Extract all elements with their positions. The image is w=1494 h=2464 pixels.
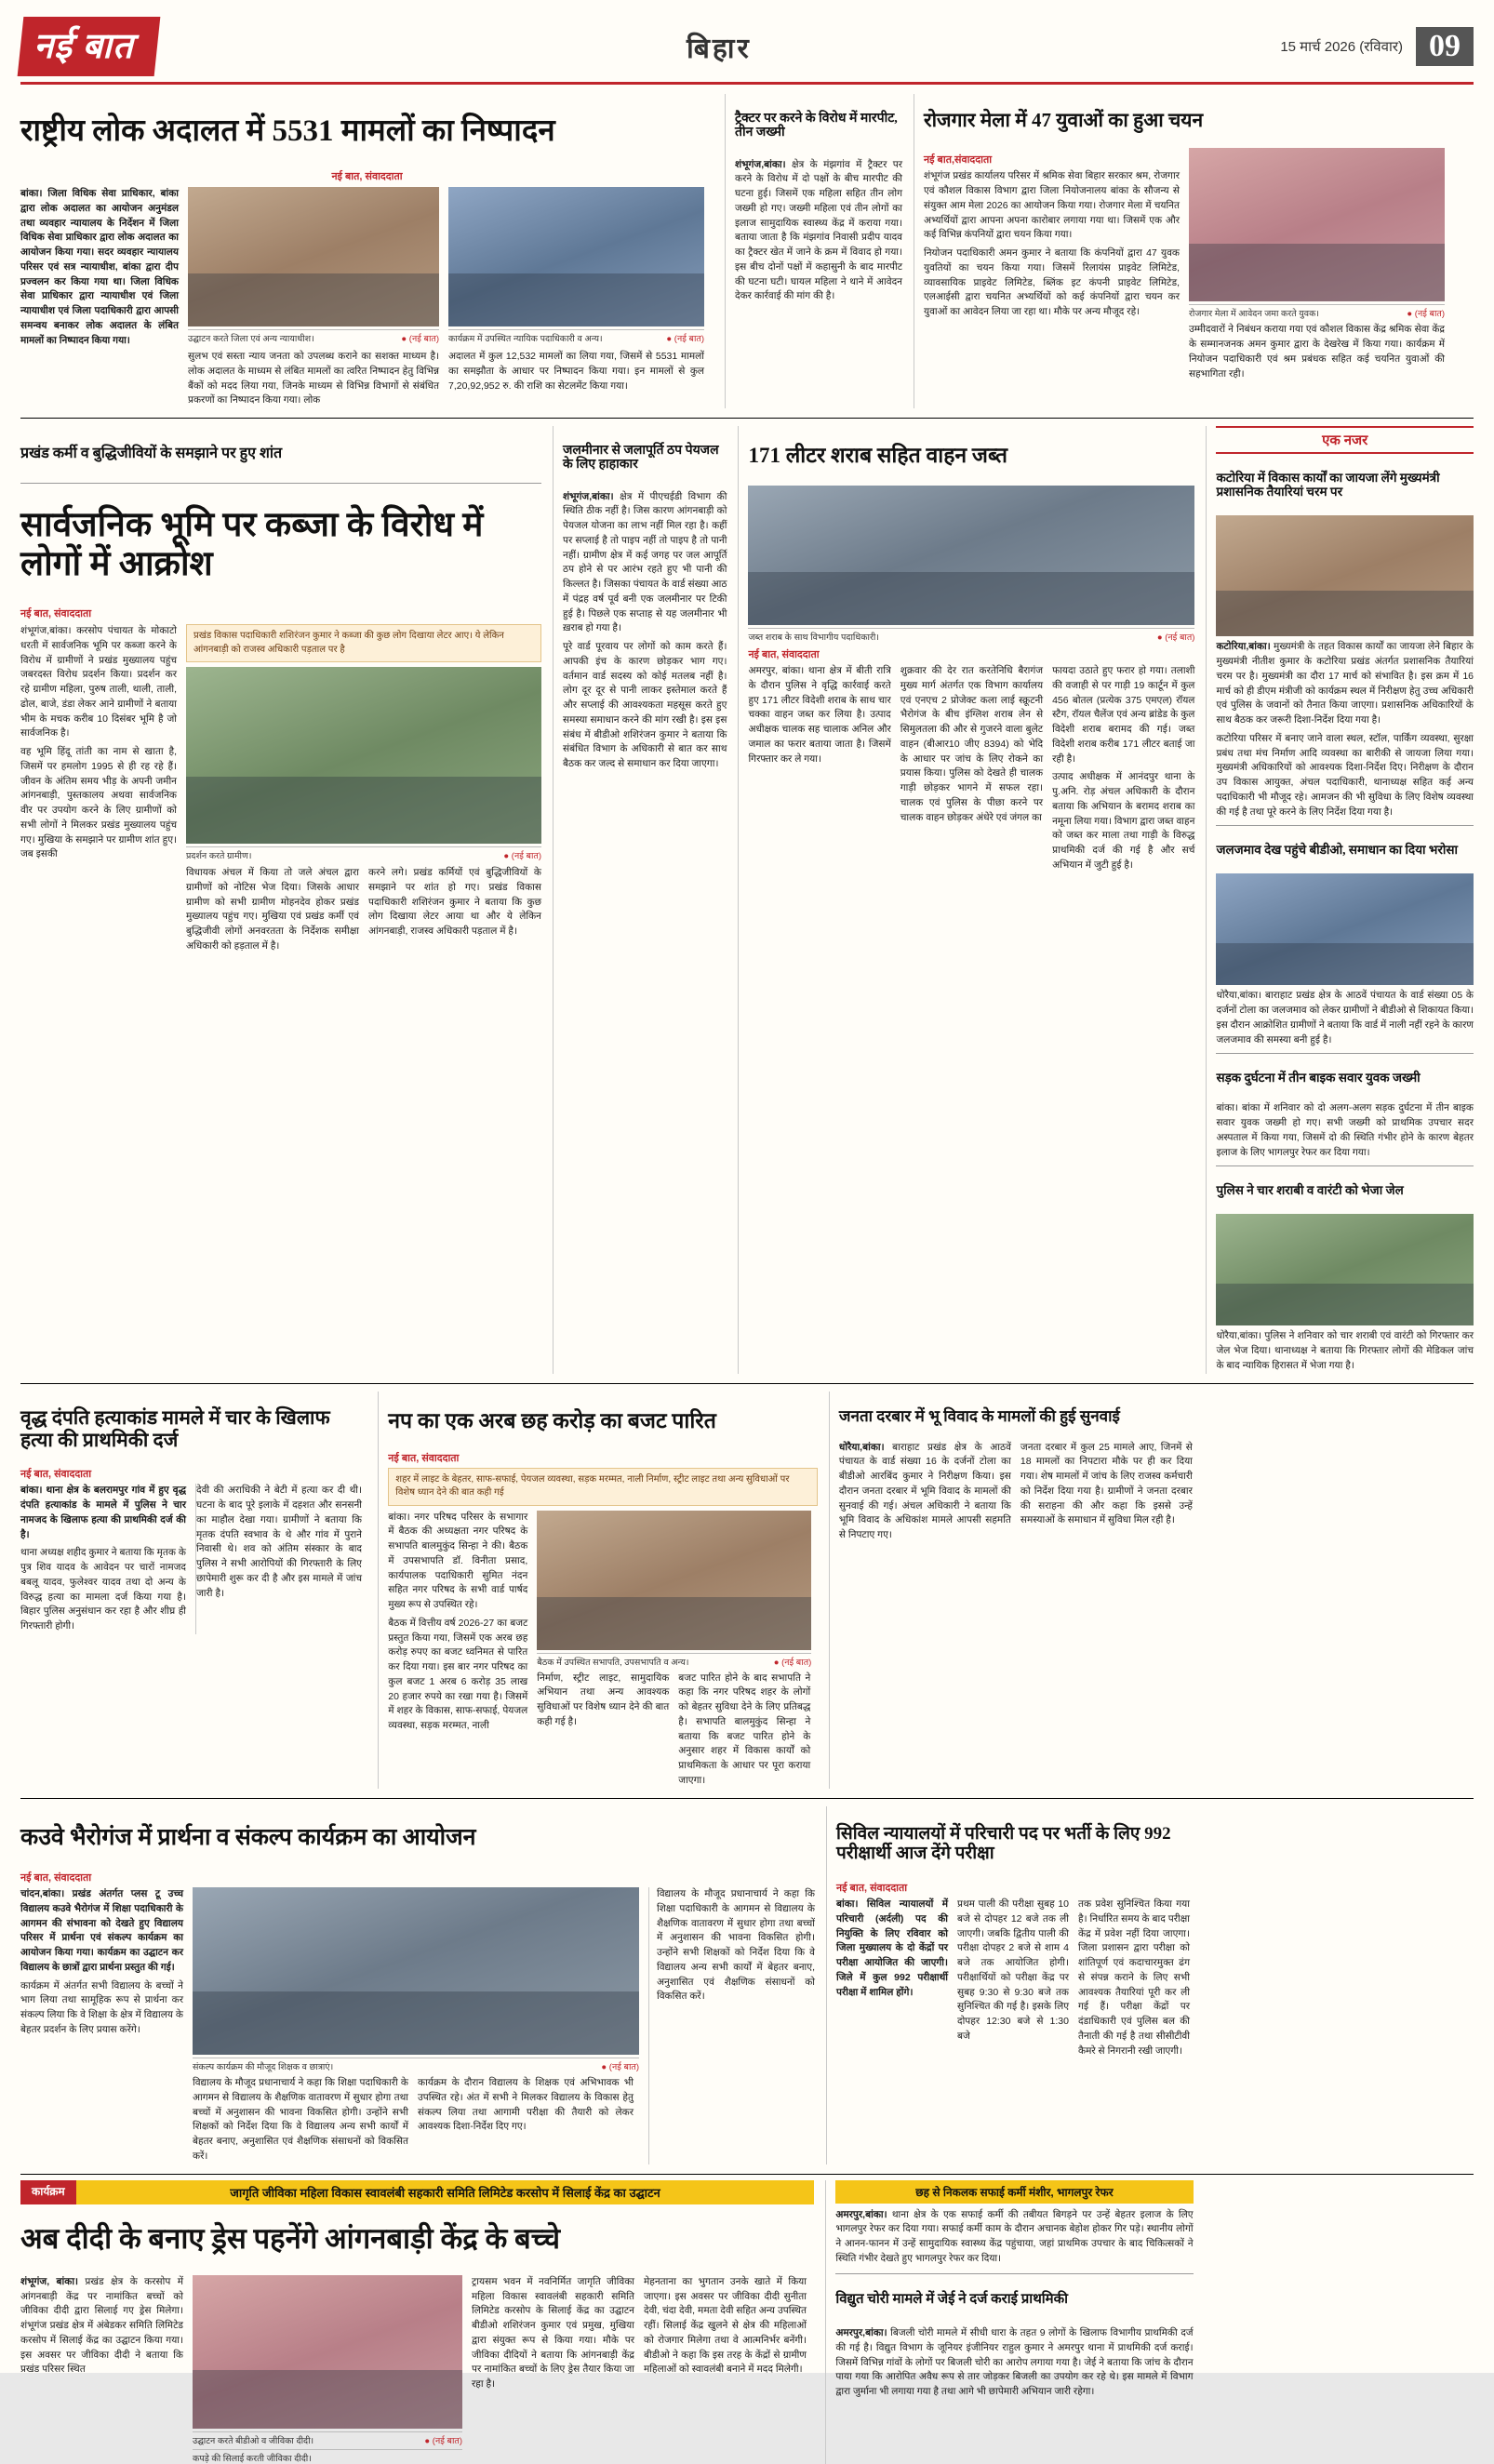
budget-byline: नई बात, संवाददाता	[388, 1452, 460, 1464]
anganbadi-dateline: शंभूगंज, बांका।	[20, 2275, 79, 2287]
civil-headline: सिविल न्यायालयों में परिचारी पद पर भर्ती के लिए 992 परीक्षार्थी आज देंगे परीक्षा	[836, 1823, 1171, 1863]
civil-byline: नई बात, संवाददाता	[836, 1883, 908, 1895]
jalminar-story	[553, 426, 727, 1373]
nazar-photo-1	[1216, 515, 1474, 636]
sharab-para-4: उत्पाद अधीक्षक में आनंदपुर थाना के पु.अनि. रोड़ अंचल अधिकारी के दौरान बताया कि अभियान के बरामद शराब का नमूना लिया गया। विभाग द्वारा जब्त वाहन को जब्त कर माला तथा गाड़ी के विरुद्ध प्राथमिकी दर्ज की गई है और सर्च अभियान में जुटी हुई है।	[1052, 771, 1195, 871]
ek-nazar-header: एक नजर	[1216, 426, 1474, 454]
budget-photo	[537, 1511, 811, 1650]
photo-credit: ● (नई बात)	[401, 334, 439, 345]
bottom-section	[20, 2180, 1474, 2464]
lead-caption-2: कार्यक्रम में उपस्थित न्यायिक पदाधिकारी व अन्य।	[448, 334, 603, 345]
program-label: कार्यक्रम	[20, 2180, 76, 2204]
top-section	[20, 94, 1474, 408]
sharab-photo	[748, 486, 1194, 625]
lead-story	[20, 94, 714, 408]
ek-nazar-column	[1206, 426, 1474, 1373]
janta-para-2: जनता दरबार में कुल 25 मामले आए, जिनमें से 18 मामलों का निपटारा मौके पर ही कर दिया गया। शेष मामलों में जांच के लिए राजस्व कर्मचारी को निर्देश दिया गया है। ग्रामीणों ने जनता दरबार की सराहना की और कहा कि इससे उन्हें समस्याओं के समाधान में सुविधा मिल रही है।	[1020, 1441, 1193, 1526]
rojgar-para-2: नियोजन पदाधिकारी अमन कुमार ने बताया कि कंपनियों द्वारा 47 युवक युवतियों का चयन किया गया। जिसमें रिलायंस प्राइवेट लिमिटेड, व्यावसायिक प्राइवेट लिमिटेड, ब्लिंक इट कंपनी प्राइवेट लिमिटेड, एलआईसी द्वारा चयनित अभ्यर्थियों को कई कंपनियों द्वारा चयन कर युवाओं का आवेदन लिया जा रहा था। मौके पर अन्य मौजूद रहे।	[924, 247, 1180, 318]
sharab-story	[738, 426, 1194, 1373]
nazar-dateline: कटोरिया,बांका।	[1216, 641, 1271, 653]
rojgar-byline: नई बात,संवाददाता	[924, 154, 993, 166]
kauvi-para-5: विद्यालय के मौजूद प्रधानाचार्य ने कहा कि शिक्षा पदाधिकारी के आगमन से विद्यालय के शैक्षणिक वातावरण में सुधार होगा तथा बच्चों में अनुशासन की भावना विकसित होगी। उन्होंने सभी शिक्षकों को निर्देश दिया कि वे विद्यालय अन्य सभी कार्यों में बेहतर बनाए, अनुशासित एवं शैक्षणिक संसाधनों को विकसित करें।	[657, 1888, 815, 2003]
kabza-headline: सार्वजनिक भूमि पर कब्जा के विरोध में लोगों में आक्रोश	[20, 506, 484, 583]
kauvi-para-3: विद्यालय के मौजूद प्रधानाचार्य ने कहा कि शिक्षा पदाधिकारी के आगमन से विद्यालय के शैक्षणिक वातावरण में सुधार होगा तथा बच्चों में अनुशासन की भावना विकसित होगी। उन्होंने सभी शिक्षकों को निर्देश दिया कि वे विद्यालय अन्य सभी कार्यों में बेहतर बनाए, अनुशासित एवं शैक्षणिक संसाधनों को विकसित करें।	[193, 2077, 408, 2162]
janta-para-1: बाराहाट प्रखंड क्षेत्र के आठवें पंचायत के वार्ड संख्या 16 के दर्जनों टोला का बीडीओ आरबिंद कुमार ने निरीक्षण किया। इस दौरान जनता दरबार में भूमि विवाद के मामलों की सुनवाई की गई। अंचल अधिकारी ने बताया कि भूमि विवाद के अधिकांश मामले आपसी सहमति से निपटाए गए।	[838, 1441, 1011, 1541]
kabza-para-3: विधायक अंचल में किया तो जले अंचल द्वारा ग्रामीणों को नोटिस भेज दिया। जिसके आधार ग्रामीण को सभी ग्रामीण मोहनदेव होकर प्रखंड मुख्यालय पहुंच गए। मुखिया एवं प्रखंड कर्मी एवं बुद्धिजीवी लोगों अनवरतता के निर्देशक समीक्षा अधिकारी को हड़ताल में है।	[186, 867, 359, 952]
jalminar-para-2: पूरे वार्ड पूरवाय पर लोगों को काम करते हैं। आपकी इंच के कारण छोड़कर भाग गए। वर्तमान वार्ड सदस्य को कोई मतलब नहीं है। लोग दूर दूर से पानी लाकर इस्तेमाल करते हैं और सप्लाई की आवश्यकता महसूस करते हुए समस्या समाधान करने की मांग रखी है। इस इस संबंध में बीडीओ शशिरंजन कुमार ने बताया कि संबंधित विभाग के अधिकारी से बात कर साथ बैठक कर जल्द से समाधान कर दिया जाएगा।	[563, 641, 727, 770]
kabza-caption: प्रदर्शन करते ग्रामीण।	[186, 851, 252, 862]
newspaper-logo: नई बात	[18, 17, 161, 76]
kabza-para-4: करने लगे। प्रखंड कर्मियों एवं बुद्धिजीवियों के समझाने पर शांत हो गए। प्रखंड विकास पदाधिकारी शशिरंजन कुमार ने बताया कि कुछ लोग दिखाया लेटर आया था और ये लेकिन आंगनबाड़ी, राजस्व अधिकारी पड़ताल में है।	[368, 867, 541, 938]
safai-dateline: अमरपुर,बांका।	[835, 2208, 887, 2220]
lead-photo-1	[188, 187, 439, 326]
photo-credit: ● (नई बात)	[601, 2062, 639, 2072]
nazar-headline-2: जलजमाव देख पहुंचे बीडीओ, समाधान का दिया भरोसा	[1216, 843, 1459, 858]
janta-dateline: धोरैया,बांका।	[838, 1441, 885, 1453]
photo-credit: ● (नई बात)	[1156, 633, 1195, 644]
kauvi-dateline: चांदन,बांका। प्रखंड अंतर्गत प्लस टू उच्च विद्यालय कउवे भैरोगंज में शिक्षा पदाधिकारी के आगमन की संभावना को देखते हुए विद्यालय परिसर में प्रार्थना एवं संकल्प कार्यक्रम का आयोजन किया गया। कार्यक्रम का उद्घाटन कर विद्यालय के छात्रों द्वारा प्रार्थना प्रस्तुत की गई।	[20, 1888, 183, 1973]
vriddh-story	[20, 1392, 367, 1789]
kauvi-photo	[193, 1887, 639, 2055]
sharab-byline: नई बात, संवाददाता	[748, 649, 820, 661]
budget-para-2: बैठक में वित्तीय वर्ष 2026-27 का बजट प्रस्तुत किया गया, जिसमें एक अरब छह करोड़ रुपए का बजट ध्वनिमत से पारित कर दिया गया। इस बार नगर परिषद का कुल बजट 1 अरब 6 करोड़ 35 लाख 20 हजार रुपये का रखा गया है। जिसमें में शहर के विकास, साफ-सफाई, पेयजल व्यवस्था, सड़क मरम्मत, नाली	[388, 1617, 528, 1731]
budget-headline: नप का एक अरब छह करोड़ का बजट पारित	[388, 1408, 716, 1432]
nazar-para-4: बांका। बांका में शनिवार को दो अलग-अलग सड़क दुर्घटना में तीन बाइक सवार युवक जख्मी हो गए। सभी जख्मी को प्राथमिक उपचार सदर अस्पताल में किया गया, जिसमें दो की स्थिति गंभीर होने के कारण बेहतर इलाज के लिए भागलपुर रेफर कर दिया गया।	[1216, 1102, 1474, 1158]
anganbadi-photo	[193, 2275, 462, 2429]
jalminar-headline: जलमीनार से जलापूर्ति ठप पेयजल के लिए हाहाकार	[563, 443, 719, 473]
civil-story	[826, 1806, 1194, 2164]
vidyut-headline: विद्युत चोरी मामले में जेई ने दर्ज कराई प्राथमिकी	[835, 2292, 1069, 2308]
rojgar-story	[914, 94, 1454, 408]
lead-para-3: अदालत में कुल 12,532 मामलों का लिया गया, जिसमें से 5531 मामलों का समझौता के आधार पर निष्पादन किया गया। इन मामलों से कुल 7,20,92,952 रु. की राशि का सेटलमेंट किया गया।	[448, 351, 704, 392]
dateline: बांका। जिला विधिक सेवा प्राधिकार, बांका द्वारा लोक अदालत का आयोजन अनुमंडल तथा व्यवहार न्यायालय के निर्देशन में जिला विधिक सेवा प्राधिकार द्वारा लोक अदालत का आयोजन किया गया। सदर व्यवहार न्यायालय परिसर एवं सत्र न्यायाधीश, बांका द्वारा दीप प्रज्वलन कर किया गया था। जिला विधिक सेवा प्राधिकार द्वारा न्यायाधीश एवं जिला न्यायाधीश एवं जिला पदाधिकारी द्वारा आपसी समन्वय बनाकर लोक अदालत के लंबित मामलों का निष्पादन किया गया।	[20, 188, 179, 346]
civil-dateline: बांका। सिविल न्यायालयों में परिचारी (अर्दली) पद की नियुक्ति के लिए रविवार को जिला मुख्यालय के दो केंद्रों पर परीक्षा आयोजित की जाएगी। जिले में कुल 992 परीक्षार्थी परीक्षा में शामिल होंगे।	[836, 1898, 948, 1998]
photo-credit: ● (नई बात)	[773, 1657, 812, 1668]
kabza-byline: नई बात, संवाददाता	[20, 608, 92, 620]
fourth-section	[20, 1806, 1474, 2164]
tractor-story	[725, 94, 902, 408]
anganbadi-story	[20, 2180, 814, 2464]
anganbadi-para-4: मेहनताना का भुगतान उनके खाते में किया जाएगा। इस अवसर पर जीविका दीदी सुनीता देवी, चंदा देवी, ममता देवी सहित अन्य उपस्थित रहीं। सिलाई केंद्र खुलने से क्षेत्र की महिलाओं को रोजगार मिलेगा तथा वे आत्मनिर्भर बनेंगी। बीडीओ ने कहा कि इस तरह के केंद्रों से ग्रामीण महिलाओं को स्वावलंबी बनाने में मदद मिलेगी।	[644, 2275, 807, 2376]
kauvi-headline: कउवे भैरोगंज में प्रार्थना व संकल्प कार्यक्रम का आयोजन	[20, 1825, 476, 1851]
budget-pullquote: शहर में लाइट के बेहतर, साफ-सफाई, पेयजल व्यवस्था, सड़क मरम्मत, नाली निर्माण, स्ट्रीट लाइट तथा अन्य सुविधाओं पर विशेष ध्यान देने की बात कही गई	[388, 1468, 818, 1506]
budget-story	[378, 1392, 818, 1789]
rojgar-caption: रोजगार मेला में आवेदन जमा करते युवक।	[1189, 309, 1319, 320]
kabza-para-2: वह भूमि हिंदू तांती का नाम से खाता है, जिसमें पर हमलोग 1995 से ही रह रहे हैं। जीवन के अंतिम समय भीड़ के अपनी जमीन आंगनबाड़ी, पुस्तकालय अथवा सार्वजनिक वीर पर उपयोग करने के लिए ग्रामीणों को सभी लोगों ने मिलकर प्रखंड मुख्यालय पहुंच गए। मुखिया के समझाने पर ग्रामीण शांत हुए। जब इसकी	[20, 746, 177, 860]
tractor-headline: ट्रैक्टर पर करने के विरोध में मारपीट, तीन जख्मी	[735, 111, 898, 140]
rojgar-photo	[1189, 148, 1445, 301]
civil-para-2: प्रथम पाली की परीक्षा सुबह 10 बजे से दोपहर 12 बजे तक ली जाएगी। जबकि द्वितीय पाली की परीक्षा दोपहर 2 बजे से शाम 4 बजे तक आयोजित होगी। परीक्षार्थियों को परीक्षा केंद्र पर सुबह 9:30 से 9:30 बजे तक सुनिश्चित की गई है। इसके लिए दोपहर 12:30 बजे से 1:30 बजे	[957, 1898, 1069, 2042]
budget-para-1: बांका। नगर परिषद परिसर के सभागार में बैठक की अध्यक्षता नगर परिषद के सभापति बालमुकुंद सिन्हा ने की। बैठक में उपसभापति डॉ. विनीता प्रसाद, कार्यपालक पदाधिकारी सुमित नंदन सहित नगर परिषद के सभी वार्ड पार्षद मुख्य रूप से उपस्थित रहे।	[388, 1511, 528, 1610]
kauvi-story	[20, 1806, 815, 2164]
publication-date: 15 मार्च 2026 (रविवार)	[1280, 39, 1403, 55]
lead-caption-1: उद्घाटन करते जिला एवं अन्य न्यायाधीश।	[188, 334, 314, 345]
safai-story	[825, 2180, 1193, 2464]
nazar-para-1: मुख्यमंत्री के तहत विकास कार्यों का जायजा लेने बिहार के मुख्यमंत्री नीतीश कुमार के कटोरिया प्रखंड अंतर्गत प्रशासनिक तैयारियां चरम पर है। मुख्यमंत्री का दौरा 17 मार्च को संभावित है। इस क्रम में 16 मार्च को ही डीएम मंत्रीजी को कार्यक्रम स्थल में निरीक्षण हेतु उच्च अधिकारी एवं पुलिस के जवानों को तैनात किया जाएगा। प्रशासनिक अधिकारियों के साथ बैठक कर जरूरी दिशा-निर्देश दिया गया है।	[1216, 641, 1474, 726]
second-section	[20, 426, 1474, 1373]
vriddh-para-2: थाना अध्यक्ष शहीद कुमार ने बताया कि मृतक के पुत्र शिव यादव के आवेदन पर चारों नामजद बबलू यादव, फुलेश्वर यादव तथा दो अन्य के विरुद्ध हत्या का मामला दर्ज किया गया है। बिहार पुलिस अनुसंधान कर रहा है और शीघ्र ही गिरफ्तारी होगी।	[20, 1547, 186, 1632]
jalminar-para-1: क्षेत्र में पीएचईडी विभाग की स्थिति ठीक नहीं है। जिस कारण आंगनबाड़ी को पेयजल योजना का लाभ नहीं मिल रहा है। कहीं पर सप्लाई है तो पाइप नहीं तो पाइप है तो पानी नहीं। ग्रामीण क्षेत्र में कई जगह पर जल आपूर्ति ठप होने से पर आरंभ रहते हुए भी पानी की किल्लत है। जिसका पंचायत के वार्ड संख्या आठ में पंद्रह वर्ष पूर्व बनी एक जलमीनार पर टिकी हुई है। पिछले एक सप्ताह से यह जलमीनार भी ख़राब हो गया है।	[563, 490, 727, 634]
rojgar-headline: रोजगार मेला में 47 युवाओं का हुआ चयन	[924, 109, 1204, 132]
anganbadi-caption-2: कपड़े की सिलाई करती जीविका दीदी।	[193, 2453, 312, 2464]
budget-caption: बैठक में उपस्थित सभापति, उपसभापति व अन्य।	[537, 1657, 689, 1668]
kabza-para-1: शंभूगंज,बांका। करसोप पंचायत के मोकाटो धरती में सार्वजनिक भूमि पर कब्जा करने के विरोध में ग्रामीणों ने प्रखंड मुख्यालय पहुंच जबरदस्त विरोध प्रदर्शन किया। प्रदर्शन कर रहे ग्रामीण महिला, पुरुष ताली, थाली, ताली, ढोल, बाजे, डंडा लेकर आने ग्रामीणों ने बताया भीम के मचक करीब 10 दिसंबर भूमि है जो सार्वजनिक है।	[20, 625, 177, 739]
nazar-headline-3: सड़क दुर्घटना में तीन बाइक सवार युवक जख्मी	[1216, 1071, 1421, 1085]
anganbadi-yellowbar: जागृति जीविका महिला विकास स्वावलंबी सहकारी समिति लिमिटेड करसोप में सिलाई केंद्र का उद्घाटन	[76, 2180, 815, 2204]
third-section	[20, 1392, 1474, 1789]
page-number: 09	[1416, 27, 1474, 66]
sharab-para-3: फायदा उठाते हुए फरार हो गया। तलाशी की वजाही से पर गाड़ी 19 कार्टून में कुल 456 बोतल (प्रत्येक 375 एमएल) रॉयल स्टैग, रॉयल चैलेंज एवं अन्य ब्रांडेड के कुल विदेशी शराब बरामद की गई। जब्त विदेशी शराब करीब 171 लीटर बताई जा रही है।	[1052, 665, 1195, 765]
photo-credit: ● (नई बात)	[1407, 309, 1445, 320]
photo-credit: ● (नई बात)	[666, 334, 704, 345]
tractor-dateline: शंभूगंज,बांका।	[735, 158, 786, 170]
anganbadi-caption-1: उद्घाटन करते बीडीओ व जीविका दीदी।	[193, 2435, 314, 2446]
lead-text-col	[20, 187, 179, 408]
sharab-headline: 171 लीटर शराब सहित वाहन जब्त	[748, 444, 1007, 468]
nazar-para-2: कटोरिया परिसर में बनाए जाने वाला स्थल, स्टॉल, पार्किंग व्यवस्था, सुरक्षा प्रबंध तथा मंच निर्माण आदि व्यवस्था का बारीकी से जायजा लिया गया। मुख्यमंत्री अधिकारियों को आवश्यक दिशा-निर्देश दिए। निरीक्षण के दौरान उप विकास आयुक्त, अंचल पदाधिकारी, थानाध्यक्ष सहित कई अन्य पदाधिकारी भी मौजूद रहे। आमजन की भी सुविधा के लिए विशेष व्यवस्था की गई है तथा पूरे करने के लिए निर्देश दिया गया है।	[1216, 732, 1474, 818]
rojgar-para-1: शंभूगंज प्रखंड कार्यालय परिसर में श्रमिक सेवा बिहार सरकार श्रम, रोजगार एवं कौशल विकास विभाग द्वारा जिला नियोजनालय बांका के सौजन्य से संयुक्त आम मेला 2026 का आयोजन किया गया। रोजगार मेला में चयनित अभ्यर्थियों द्वारा आपना अपना कारोबार लगाया गया था। जिसमें एक और कई विभिन्न कंपनियों द्वारा चयन किया गया।	[924, 170, 1180, 241]
vriddh-para-3: देवी की अराधिकी ने बेटी में हत्या कर दी थी। घटना के बाद पूरे इलाके में दहशत और सनसनी का माहौल देखा गया। ग्रामीणों ने बताया कि मृतक दंपति स्वभाव के थे और गांव में पुराने निवासी थे। शव को अंतिम संस्कार के बाद पुलिस ने सभी आरोपियों की गिरफ्तारी के लिए छापेमारी शुरू कर दी है और इस मामले में जांच जारी है।	[196, 1485, 362, 1599]
kabza-photo	[186, 667, 541, 844]
section-title: बिहार	[686, 33, 752, 64]
vriddh-byline: नई बात, संवाददाता	[20, 1469, 92, 1481]
rojgar-para-3: उम्मीदवारों ने निबंधन कराया गया एवं कौशल विकास केंद्र श्रमिक सेवा केंद्र के सम्मानजनक अमन कुमार द्वारा के देखरेख में किया गया। कार्यक्रम में नियोजन पदाधिकारी एवं श्रम प्रबंधक सहित कई चयनित युवाओं की सहभागिता रही।	[1189, 324, 1445, 380]
nazar-spacer-2	[1205, 1806, 1474, 2164]
masthead-right	[1280, 27, 1474, 66]
vidyut-para-1: बिजली चोरी मामले में सीधी धारा के तहत 9 लोगों के खिलाफ विभागीय प्राथमिकी दर्ज की गई है। विद्युत विभाग के जूनियर इंजीनियर राहुल कुमार ने अमरपुर थाना में प्राथमिकी दर्ज कराई। जिसमें विभिन्न गांवों के लोगों पर बिजली चोरी का आरोप लगाया गया है। जेई ने बताया कि जांच के दौरान पाया गया कि आरोपित अवैध रूप से तार जोड़कर बिजली का उपयोग कर रहे थे। इस मामले में विभाग द्वारा जुर्माना भी लगाया गया है तथा आगे भी छापेमारी अभियान जारी रहेगा।	[835, 2327, 1194, 2398]
budget-para-4: बजट पारित होने के बाद सभापति ने कहा कि नगर परिषद शहर के लोगों को बेहतर सुविधा देने के लिए प्रतिबद्ध है। सभापति बालमुकुंद सिन्हा ने बताया कि बजट पारित होने के अनुसार शहर में विकास कार्यों को प्राथमिकता के आधार पर पूरा कराया जाएगा।	[678, 1672, 811, 1786]
janta-headline: जनता दरबार में भू विवाद के मामलों की हुई सुनवाई	[838, 1406, 1120, 1425]
budget-para-3: निर्माण, स्ट्रीट लाइट, सामुदायिक अभियान तथा अन्य आवश्यक सुविधाओं पर विशेष ध्यान देने की बात कही गई है।	[537, 1672, 670, 1727]
photo-credit: ● (नई बात)	[424, 2435, 462, 2446]
nazar-spacer-3	[1205, 2180, 1474, 2464]
nazar-para-3: धोरैया,बांका। बाराहाट प्रखंड क्षेत्र के आठवें पंचायत के वार्ड संख्या 05 के दर्जनों टोला का जलजमाव को लेकर ग्रामीणों ने बीडीओ से शिकायत किया। इस दौरान आक्रोशित ग्रामीणों ने बताया कि वार्ड में नाली नहीं रहने के कारण जलजमाव की समस्या बनी हुई है।	[1216, 990, 1474, 1046]
kauvi-para-4: कार्यक्रम के दौरान विद्यालय के शिक्षक एवं अभिभावक भी उपस्थित रहे। अंत में सभी ने मिलकर विद्यालय के विकास हेतु संकल्प लिया तथा आगामी परीक्षा की तैयारी को लेकर आवश्यक दिशा-निर्देश दिए गए।	[418, 2077, 634, 2133]
jalminar-dateline: शंभूगंज,बांका।	[563, 490, 614, 502]
masthead	[20, 17, 1474, 85]
janta-story	[829, 1392, 1194, 1789]
tractor-body: क्षेत्र के मंझगांव में ट्रैक्टर पर करने के विरोध में दो पक्षों के बीच मारपीट की घटना हुई। जिसमें एक महिला सहित तीन लोग जख्मी हो गए। जख्मी महिला एवं तीन लोगों का इलाज सामुदायिक स्वास्थ्य केंद्र में कराया गया। बताया जाता है कि मंझगांव निवासी प्रदीप यादव का ट्रैक्टर खेत में जाने के क्रम में विवाद हो गया। इस बीच दोनों पक्षों में कहासुनी के बाद मारपीट की घटना घटी। घायल महिला ने थाने में आवेदन देकर कार्रवाई की मांग की है।	[735, 158, 902, 302]
vriddh-headline: वृद्ध दंपति हत्याकांड मामले में चार के खिलाफ हत्या की प्राथमिकी दर्ज	[20, 1406, 330, 1451]
lead-headline: राष्ट्रीय लोक अदालत में 5531 मामलों का निष्पादन	[20, 114, 555, 149]
sharab-para-2: शुक्रवार की देर रात करतेनिधि बैरागंज मुख्य मार्ग अंतर्गत एक विभाग कार्यालय एवं एनएच 2 प्रोजेक्ट कला लाई स्क्रूटनी भैरोगंज के बीच इंग्लिश शराब लेन से सिमुलतला की और से गुजरने वाला बुलेट वाहन (बीआर10 जीए 8394) को भेदि के आधार पर जांच के लिए रोकने का प्रयास किया। पुलिस को देखते ही चालक गाड़ी छोड़कर भागने में सफल रहा। चालक एवं पुलिस के पीछा करने पर चालक वाहन छोड़कर अंधेरे एवं जंगल का	[900, 665, 1044, 823]
lead-byline: नई बात, संवाददाता	[331, 171, 403, 183]
vriddh-dateline: बांका। थाना क्षेत्र के बलरामपुर गांव में हुए वृद्ध दंपति हत्याकांड के मामले में पुलिस ने चार नामजद के खिलाफ हत्या की प्राथमिकी दर्ज की है।	[20, 1485, 186, 1540]
nazar-headline-4: पुलिस ने चार शराबी व वारंटी को भेजा जेल	[1216, 1183, 1404, 1198]
nazar-para-5: धोरैया,बांका। पुलिस ने शनिवार को चार शराबी एवं वारंटी को गिरफ्तार कर जेल भेज दिया। थानाध्यक्ष ने बताया कि गिरफ्तार लोगों की मेडिकल जांच के बाद न्यायिक हिरासत में भेजा गया है।	[1216, 1330, 1474, 1371]
lead-photos	[188, 187, 704, 408]
lead-para-2: सुलभ एवं सस्ता न्याय जनता को उपलब्ध कराने का सशक्त माध्यम है। लोक अदालत के माध्यम से लंबित मामलों का त्वरित निष्पादन हेतु विभिन्न बैंकों को मदद लिया गया, जिनके माध्यम से विभिन्न विभागों से संबंधित प्रकरणों का निष्पादन किया गया। लोक	[188, 351, 439, 406]
safai-yellowbar: छह से निकलक सफाई कर्मी मंशीर, भागलपुर रेफर	[835, 2180, 1193, 2204]
nazar-spacer	[1206, 1392, 1474, 1789]
anganbadi-para-2: ट्रायसम भवन में नवनिर्मित जागृति जीविका महिला विकास स्वावलंबी सहकारी समिति लिमिटेड करसोप के सिलाई केंद्र का उद्घाटन बीडीओ शशिरंजन कुमार एवं प्रमुख, मुखिया द्वारा संयुक्त रूप से किया गया। मौके पर जीविका दीदियों ने बताया कि आंगनबाड़ी केंद्र पर नामांकित बच्चों के लिए ड्रेस तैयार किया जा रहा है।	[472, 2275, 634, 2390]
kabza-kicker: प्रखंड कर्मी व बुद्धिजीवियों के समझाने पर हुए शांत	[20, 446, 283, 462]
sharab-para-1: अमरपुर, बांका। थाना क्षेत्र में बीती रात्रि के दौरान पुलिस ने वृद्धि कार्रवाई करते हुए 171 लीटर विदेशी शराब के साथ चार चक्का वाहन जब्त कर लिया है। उत्पाद अधीक्षक चालक सह चालाक अनिल और जमाल का फरार बताया जाता है। जिसमें गिरफ्तार कर ले गया।	[748, 665, 891, 765]
sharab-caption-text: जब्त शराब के साथ विभागीय पदाधिकारी।	[748, 633, 879, 644]
safai-para-1: थाना क्षेत्र के एक सफाई कर्मी की तबीयत बिगड़ने पर उन्हें बेहतर इलाज के लिए भागलपुर रेफर कर दिया गया। सफाई कर्मी काम के दौरान अचानक बेहोश होकर गिर पड़े। स्थानीय लोगों ने आनन-फानन में उन्हें सामुदायिक स्वास्थ्य केंद्र पहुंचाया, जहां प्राथमिक उपचार के बाद चिकित्सकों ने स्थिति गंभीर देखते हुए भागलपुर रेफर कर दिया।	[835, 2208, 1194, 2264]
civil-para-3: तक प्रवेश सुनिश्चित किया गया है। निर्धारित समय के बाद परीक्षा केंद्र में प्रवेश नहीं दिया जाएगा। जिला प्रशासन द्वारा परीक्षा को शांतिपूर्ण एवं कदाचारमुक्त ढंग से संपन्न कराने के लिए सभी आवश्यक तैयारियां पूरी कर ली गई हैं। परीक्षा केंद्रों पर दंडाधिकारी एवं पुलिस बल की तैनाती की गई है तथा सीसीटीवी कैमरे से निगरानी रखी जाएगी।	[1078, 1898, 1190, 2057]
kauvi-caption: संकल्प कार्यक्रम की मौजूद शिक्षक व छात्राएं।	[193, 2062, 334, 2072]
vidyut-dateline: अमरपुर,बांका।	[835, 2327, 887, 2339]
nazar-photo-3	[1216, 1214, 1474, 1325]
nazar-headline-1: कटोरिया में विकास कार्यों का जायजा लेंगे मुख्यमंत्री प्रशासनिक तैयारियां चरम पर	[1216, 471, 1440, 499]
anganbadi-headline: अब दीदी के बनाए ड्रेस पहनेंगे आंगनबाड़ी केंद्र के बच्चे	[20, 2222, 561, 2256]
photo-credit: ● (नई बात)	[503, 851, 541, 862]
kauvi-byline: नई बात, संवाददाता	[20, 1872, 92, 1884]
kauvi-para-2: कार्यक्रम में अंतर्गत सभी विद्यालय के बच्चों ने भाग लिया तथा सामूहिक रूप से प्रार्थना कर संकल्प लिया कि वे शिक्षा के क्षेत्र में विद्यालय के बेहतर प्रदर्शन के लिए प्रयास करेंगे।	[20, 1979, 183, 2035]
kabza-story	[20, 426, 541, 1373]
lead-photo-2	[448, 187, 704, 326]
anganbadi-para-1: प्रखंड क्षेत्र के करसोप में आंगनबाड़ी केंद्र पर नामांकित बच्चों को जीविका दीदी द्वारा सिलाई गए ड्रेस मिलेगा। शंभूगंज प्रखंड क्षेत्र में अंबेडकर समिति लिमिटेड करसोप में सिलाई केंद्र का उद्घाटन किया गया। इस अवसर पर जीविका दीदी ने बताया कि प्रखंड परिसर स्थित	[20, 2275, 183, 2376]
kabza-pullquote: प्रखंड विकास पदाधिकारी शशिरंजन कुमार ने कब्जा की कुछ लोग दिखाया लेटर आए। ये लेकिन आंगनबाड़ी को राजस्व अधिकारी पड़ताल पर है	[186, 624, 541, 662]
nazar-photo-2	[1216, 873, 1474, 985]
